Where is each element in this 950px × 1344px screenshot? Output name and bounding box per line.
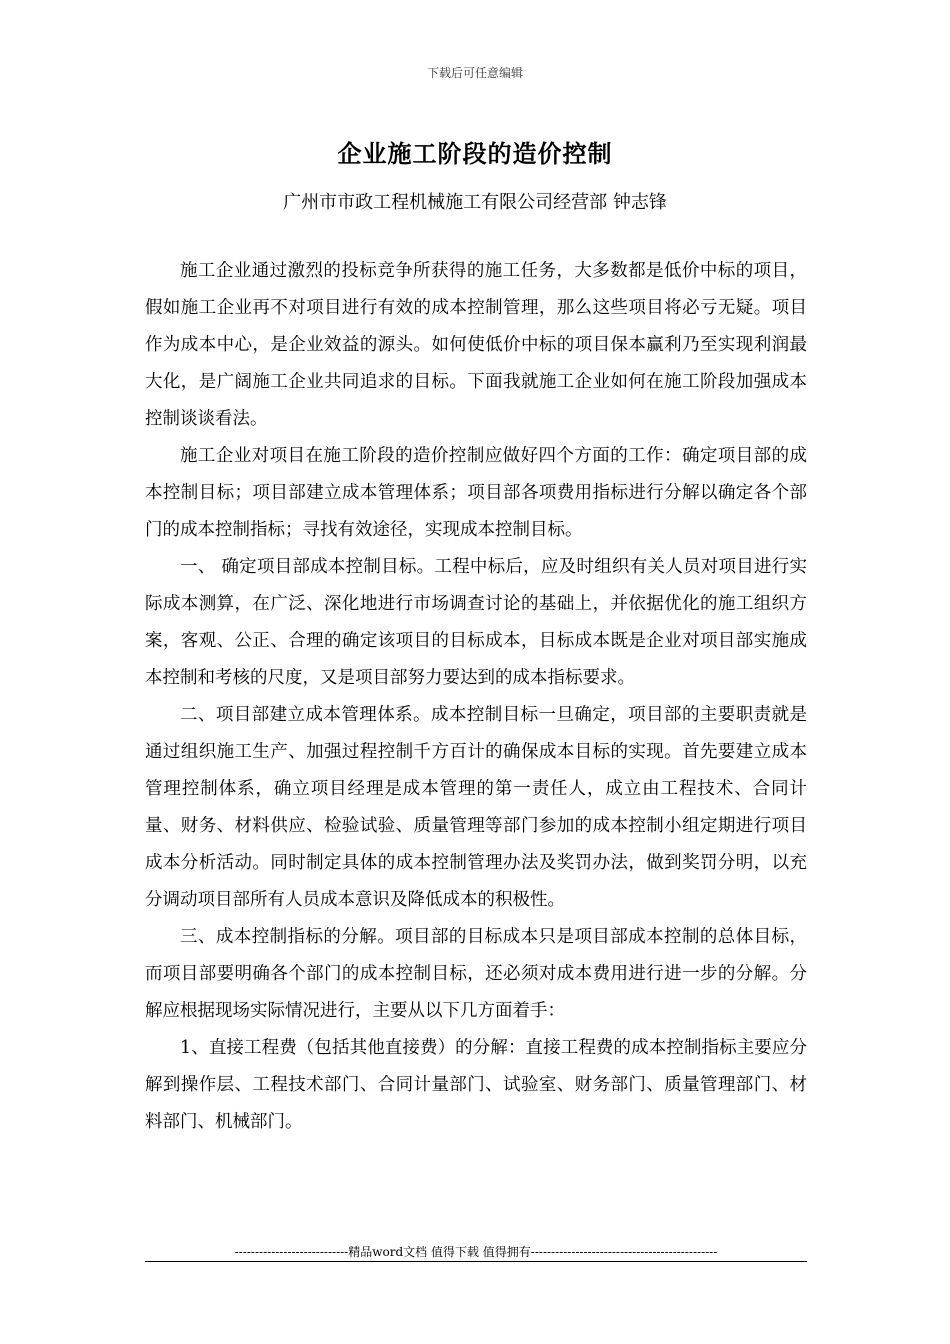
paragraph-overview: 施工企业对项目在施工阶段的造价控制应做好四个方面的工作：确定项目部的成本控制目标；项目部建立成本管理体系；项目部各项费用指标进行分解以确定各个部门的成本控制指标；寻找有效途径，实现成本控制目标。 <box>145 446 807 540</box>
document-body <box>145 253 807 1141</box>
paragraph-intro: 施工企业通过激烈的投标竞争所获得的施工任务，大多数都是低价中标的项目，假如施工企业再不对项目进行有效的成本控制管理，那么这些项目将必亏无疑。项目作为成本中心，是企业效益的源头。如何使低价中标的项目保本赢利乃至实现利润最大化，是广阔施工企业共同追求的目标。下面我就施工企业如何在施工阶段加强成本控制谈谈看法。 <box>145 261 807 429</box>
author-line: 广州市市政工程机械施工有限公司经营部 钟志锋 <box>283 192 667 213</box>
paragraph-section-1: 一、 确定项目部成本控制目标。工程中标后，应及时组织有关人员对项目进行实际成本测算，在广泛、深化地进行市场调查讨论的基础上，并依据优化的施工组织方案，客观、公正、合理的确定该项目的目标成本，目标成本既是企业对项目部实施成本控制和考核的尺度，又是项目部努力要达到的成本指标要求。 <box>145 557 807 688</box>
footer-divider <box>145 1261 807 1262</box>
paragraph-section-2: 二、项目部建立成本管理体系。成本控制目标一旦确定，项目部的主要职责就是通过组织施工生产、加强过程控制千方百计的确保成本目标的实现。首先要建立成本管理控制体系，确立项目经理是成本管理的第一责任人，成立由工程技术、合同计量、财务、材料供应、检验试验、质量管理等部门参加的成本控制小组定期进行项目成本分析活动。同时制定具体的成本控制管理办法及奖罚办法，做到奖罚分明，以充分调动项目部所有人员成本意识及降低成本的积极性。 <box>145 705 807 910</box>
paragraph-section-3: 三、成本控制指标的分解。项目部的目标成本只是项目部成本控制的总体目标，而项目部要明确各个部门的成本控制目标，还必须对成本费用进行进一步的分解。分解应根据现场实际情况进行，主要从以下几方面着手： <box>145 927 807 1021</box>
document-title: 企业施工阶段的造价控制 <box>337 139 613 168</box>
footer-text: ----------------------------精品word文档 值得下载 值得拥有---------------------------------------------- <box>234 1245 718 1259</box>
paragraph-item-1: 1、直接工程费（包括其他直接费）的分解：直接工程费的成本控制指标主要应分解到操作层、工程技术部门、合同计量部门、试验室、财务部门、质量管理部门、材料部门、机械部门。 <box>145 1038 807 1132</box>
header-note: 下载后可任意编辑 <box>426 66 523 80</box>
